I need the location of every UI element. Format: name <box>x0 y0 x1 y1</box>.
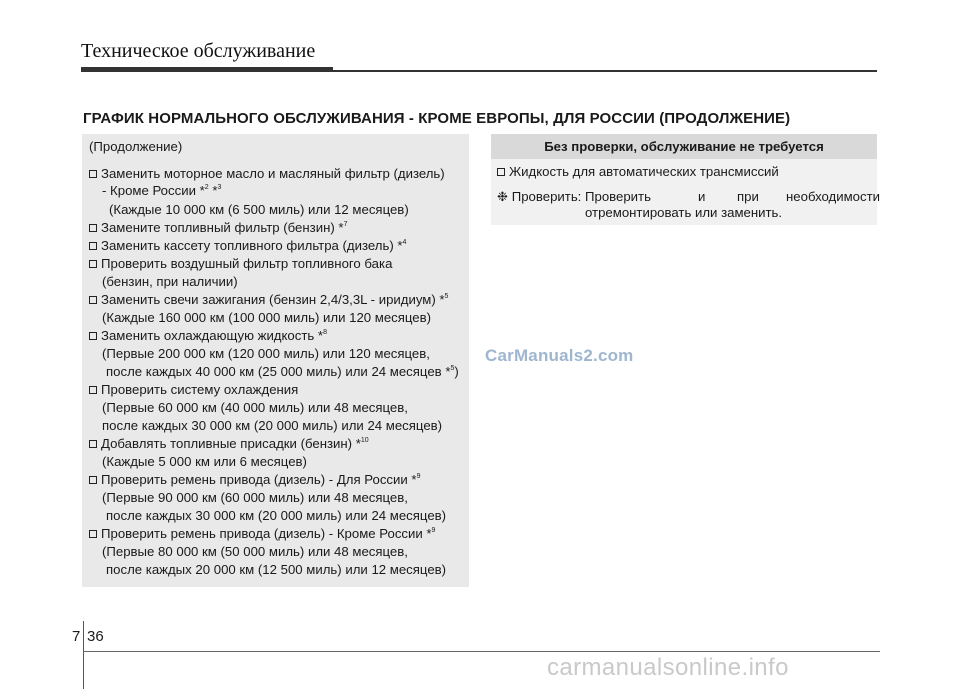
list-item-detail: (Первые 60 000 км (40 000 миль) или 48 месяцев, <box>102 400 408 415</box>
list-item: Жидкость для автоматических трансмиссий <box>497 164 779 180</box>
list-item-detail: после каждых 30 000 км (20 000 миль) или 24 месяцев) <box>102 418 443 433</box>
list-item-detail: после каждых 20 000 км (12 500 миль) или 12 месяцев) <box>106 562 447 577</box>
list-item-detail: (Каждые 10 000 км (6 500 миль) или 12 месяцев) <box>109 202 409 217</box>
list-item: Заменить свечи зажигания (бензин 2,4/3,3L - иридиум) *$^5$ <box>89 292 448 308</box>
checkbox-icon <box>89 170 97 178</box>
page-divider-horizontal <box>83 651 880 652</box>
list-item: Проверить систему охлаждения <box>89 382 298 398</box>
list-item: Заменить моторное масло и масляный фильтр (дизель) <box>89 166 445 182</box>
page-number: 36 <box>87 628 104 645</box>
list-item-detail: (бензин, при наличии) <box>102 274 238 289</box>
list-item-detail: после каждых 40 000 км (25 000 миль) или 24 месяцев *$^5$) <box>106 364 459 379</box>
checkbox-icon <box>89 530 97 538</box>
checkbox-icon <box>89 224 97 232</box>
checkbox-icon <box>89 386 97 394</box>
inspection-note: ❉ Проверить: Проверить и при необходимости <box>497 189 881 204</box>
continued-label: (Продолжение) <box>89 139 183 154</box>
inspection-note-continuation: отремонтировать или заменить. <box>585 205 783 220</box>
list-item-detail: (Первые 200 000 км (120 000 миль) или 120 месяцев, <box>102 346 430 361</box>
checkbox-icon <box>89 332 97 340</box>
no-inspection-panel <box>491 159 881 225</box>
asterisk-icon: ❉ <box>497 189 509 204</box>
page-chapter-number: 7 <box>72 628 81 645</box>
list-item-detail: (Первые 90 000 км (60 000 миль) или 48 месяцев, <box>102 490 408 505</box>
checkbox-icon <box>89 440 97 448</box>
footer-watermark: carmanualsonline.info <box>547 654 789 681</box>
maintenance-list-panel <box>82 134 469 587</box>
list-item: Проверить ремень привода (дизель) - Кроме России *$^9$ <box>89 526 435 542</box>
list-item-detail: (Каждые 5 000 км или 6 месяцев) <box>102 454 307 469</box>
section-heading: ГРАФИК НОРМАЛЬНОГО ОБСЛУЖИВАНИЯ - КРОМЕ ЕВРОПЫ, ДЛЯ РОССИИ (ПРОДОЛЖЕНИЕ) <box>83 110 791 127</box>
list-item: Проверить ремень привода (дизель) - Для России *$^9$ <box>89 472 420 488</box>
checkbox-icon <box>89 260 97 268</box>
page-divider-vertical <box>83 621 84 689</box>
list-item-detail: (Каждые 160 000 км (100 000 миль) или 120 месяцев) <box>102 310 432 325</box>
checkbox-icon <box>89 242 97 250</box>
list-item-detail: (Первые 80 000 км (50 000 миль) или 48 месяцев, <box>102 544 408 559</box>
checkbox-icon <box>89 296 97 304</box>
header-rule-thick <box>81 67 333 72</box>
list-item: Заменить охлаждающую жидкость *$^8$ <box>89 328 327 344</box>
header-rule-thin <box>333 70 877 72</box>
site-watermark: CarManuals2.com <box>485 346 634 365</box>
page-header-title: Техническое обслуживание <box>81 40 316 62</box>
list-item: Замените топливный фильтр (бензин) *$^7$ <box>89 220 347 236</box>
list-item: Добавлять топливные присадки (бензин) *$^{10}$ <box>89 436 369 452</box>
list-item-detail: - Кроме России *$^2$ *$^3$ <box>102 183 222 198</box>
list-item: Заменить кассету топливного фильтра (дизель) *$^4$ <box>89 238 406 254</box>
list-item-detail: после каждых 30 000 км (20 000 миль) или 24 месяцев) <box>106 508 447 523</box>
no-inspection-header: Без проверки, обслуживание не требуется <box>491 134 877 159</box>
checkbox-icon <box>89 476 97 484</box>
checkbox-icon <box>497 168 505 176</box>
list-item: Проверить воздушный фильтр топливного бака <box>89 256 392 272</box>
